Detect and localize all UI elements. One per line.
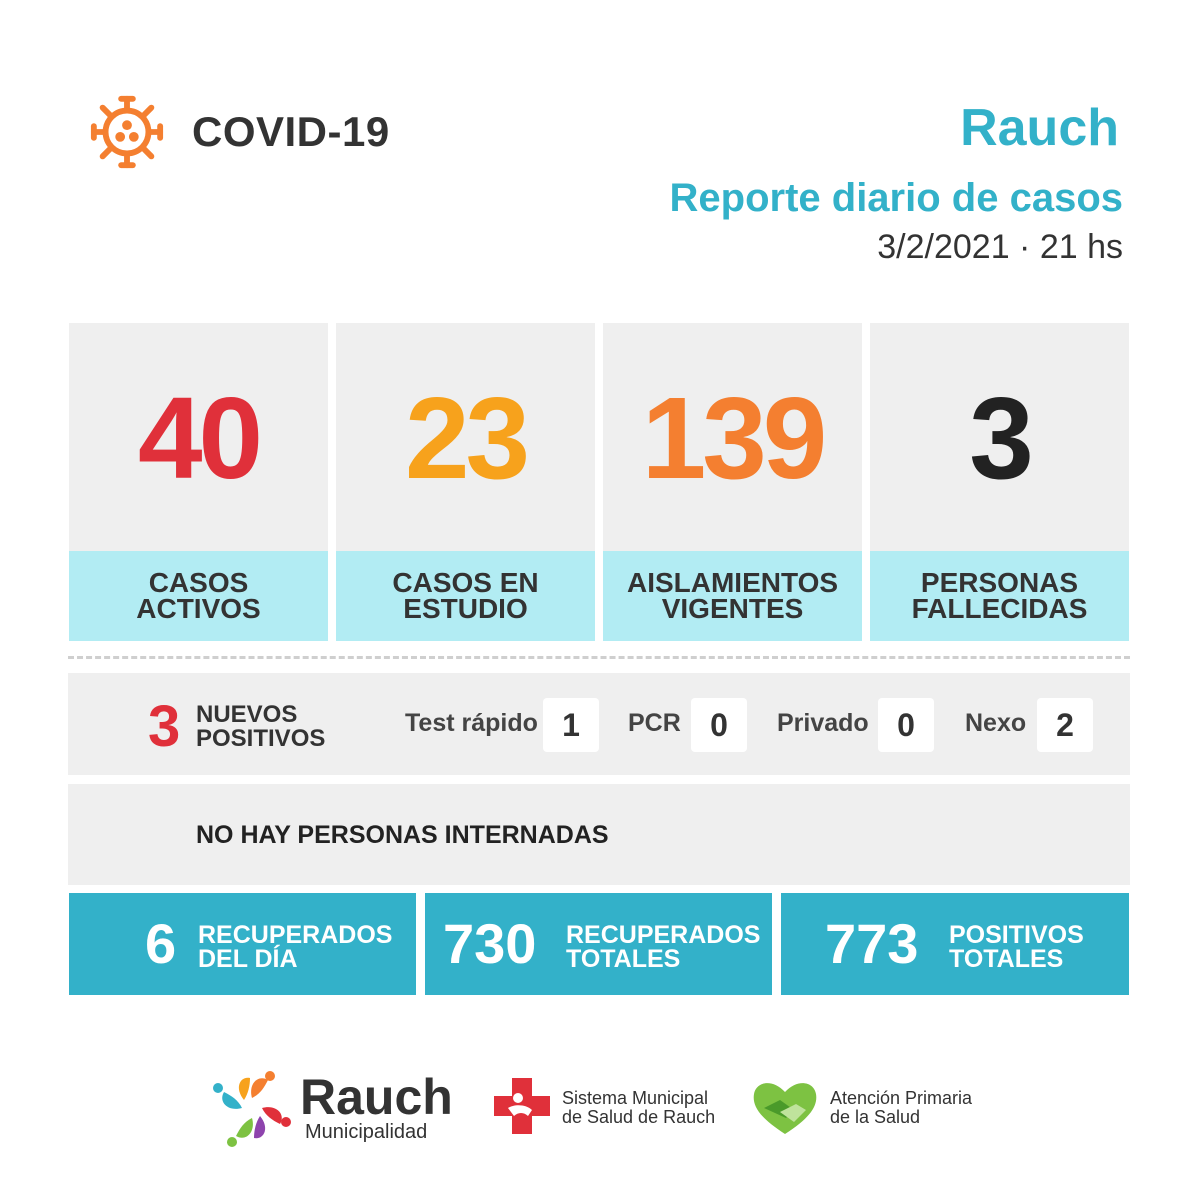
- dashed-divider: [68, 656, 1130, 659]
- municipality-name: Rauch: [300, 1069, 453, 1125]
- stat-label-line: ESTUDIO: [403, 593, 528, 624]
- stat-card-personas-fallecidas: [870, 323, 1129, 641]
- positives-total-label: [949, 923, 1084, 971]
- new-positives-label-line: POSITIVOS: [196, 725, 326, 752]
- recovered-total-label: [566, 923, 760, 971]
- primary-care-line: Atención Primaria: [830, 1088, 973, 1108]
- virus-icon: [88, 93, 166, 171]
- recovered-today-label: [198, 923, 392, 971]
- health-system-cross-icon: [492, 1076, 552, 1136]
- nexo-value: 2: [1037, 698, 1093, 752]
- page-title: COVID-19: [192, 108, 390, 155]
- report-datetime: 3/2/2021 · 21 hs: [877, 228, 1123, 266]
- pcr-value: 0: [691, 698, 747, 752]
- stat-label: [336, 551, 595, 641]
- recovered-label-line: DEL DÍA: [198, 945, 298, 973]
- recovered-label-line: RECUPERADOS: [566, 921, 761, 949]
- stat-label: [603, 551, 862, 641]
- health-system-line: Sistema Municipal: [562, 1088, 709, 1108]
- stat-label-line: CASOS: [148, 567, 249, 598]
- new-positives-row: [68, 673, 1130, 775]
- positives-label-line: TOTALES: [949, 945, 1064, 973]
- positives-total-box: [781, 893, 1129, 995]
- stat-value: 40: [137, 373, 260, 503]
- primary-care-handshake-icon: [750, 1078, 820, 1138]
- test-rapido-value: 1: [543, 698, 599, 752]
- stat-label-line: ACTIVOS: [136, 593, 261, 624]
- municipality-subtitle: Municipalidad: [305, 1121, 428, 1143]
- stat-card-casos-en-estudio: [336, 323, 595, 641]
- positives-total-value: 773: [825, 912, 919, 975]
- stat-label-line: PERSONAS: [920, 567, 1079, 598]
- stat-card-casos-activos: [69, 323, 328, 641]
- city-name: Rauch: [960, 99, 1119, 157]
- pcr-label: PCR: [628, 709, 681, 737]
- stat-card-aislamientos-vigentes: [603, 323, 862, 641]
- recovered-label-line: TOTALES: [566, 945, 681, 973]
- recovered-label-line: RECUPERADOS: [198, 921, 393, 949]
- new-positives-label-line: NUEVOS: [196, 701, 298, 728]
- health-system-name: [562, 1089, 715, 1127]
- stat-label: [69, 551, 328, 641]
- report-title: Reporte diario de casos: [669, 176, 1123, 220]
- positives-label-line: POSITIVOS: [949, 921, 1084, 949]
- privado-label: Privado: [777, 709, 869, 737]
- test-rapido-label: Test rápido: [405, 709, 538, 737]
- stat-value: 139: [641, 373, 824, 503]
- stat-label: [870, 551, 1129, 641]
- recovered-today-box: [69, 893, 416, 995]
- rauch-municipality-logo-icon: [210, 1066, 294, 1150]
- stat-label-line: VIGENTES: [661, 593, 804, 624]
- recovered-total-box: [425, 893, 772, 995]
- stat-value: 3: [969, 373, 1030, 503]
- stat-value: 23: [404, 373, 527, 503]
- hospitalized-text: NO HAY PERSONAS INTERNADAS: [196, 821, 609, 849]
- health-system-line: de Salud de Rauch: [562, 1107, 716, 1127]
- stat-label-line: FALLECIDAS: [911, 593, 1088, 624]
- new-positives-value: 3: [148, 694, 181, 759]
- recovered-today-value: 6: [145, 912, 177, 975]
- primary-care-name: [830, 1089, 972, 1127]
- stat-label-line: AISLAMIENTOS: [626, 567, 839, 598]
- primary-care-line: de la Salud: [830, 1107, 921, 1127]
- nexo-label: Nexo: [965, 709, 1027, 737]
- recovered-total-value: 730: [443, 912, 537, 975]
- hospitalized-row: [68, 784, 1130, 885]
- new-positives-label: [196, 703, 325, 751]
- stat-label-line: CASOS EN: [392, 567, 539, 598]
- privado-value: 0: [878, 698, 934, 752]
